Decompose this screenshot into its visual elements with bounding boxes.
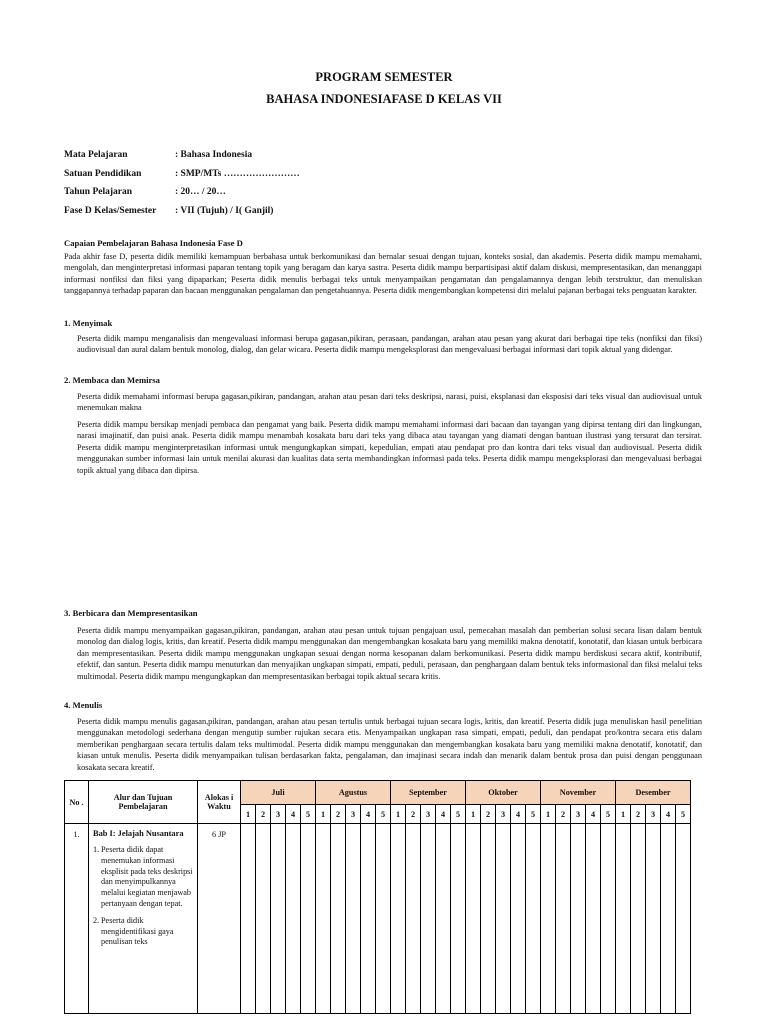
week-header: 4 xyxy=(436,805,451,824)
week-header: 1 xyxy=(241,805,256,824)
week-header: 1 xyxy=(316,805,331,824)
week-header: 3 xyxy=(271,805,286,824)
section-text-membaca-b: Peserta didik mampu bersikap menjadi pembaca dan pengamat yang baik. Peserta didik mampu memahami informasi dari bacaan dan tayangan yang dipirsa tentang diri dan lingkungan, narasi imajinatif, dan puisi anak. Peserta didik mampu menambah kosakata baru dari teks yang dibaca atau tayangan yang diamati dengan bantuan ilustrasi yang tersurat dan tersirat. Peserta didik mampu menginterpretasikan informasi untuk mengungkapkan simpati, kepedulian, empati atau pendapat pro dan kontra dari teks visual dan audiovisual. Peserta didik menggunakan sumber informasi lain untuk menilai akurasi dan kualitas data serta membandingkan informasi pada teks. Peserta didik mampu mengeksplorasi dan mengevaluasi berbagai topik aktual yang dibaca dan dipirsa. xyxy=(77,420,702,475)
meta-value: : VII (Tujuh) / I( Ganjil) xyxy=(175,205,274,216)
meta-value: : SMP/MTs …………………… xyxy=(175,168,300,179)
week-cell xyxy=(541,824,556,1014)
week-cell xyxy=(391,824,406,1014)
week-header: 5 xyxy=(601,805,616,824)
month-header-agustus: Agustus xyxy=(316,781,391,805)
week-header: 5 xyxy=(451,805,466,824)
week-cell xyxy=(631,824,646,1014)
page-title: PROGRAM SEMESTER xyxy=(315,70,453,84)
month-header-september: September xyxy=(391,781,466,805)
week-cell xyxy=(646,824,661,1014)
month-header-juli: Juli xyxy=(241,781,316,805)
week-header: 5 xyxy=(676,805,691,824)
semester-schedule-table xyxy=(64,780,691,1014)
week-cell xyxy=(421,824,436,1014)
week-header: 3 xyxy=(421,805,436,824)
cp-heading: Capaian Pembelajaran Bahasa Indonesia Fase D xyxy=(64,238,243,248)
month-header-desember: Desember xyxy=(616,781,691,805)
week-header: 2 xyxy=(256,805,271,824)
week-cell xyxy=(316,824,331,1014)
section-heading-membaca: 2. Membaca dan Memirsa xyxy=(64,375,160,385)
meta-value: : Bahasa Indonesia xyxy=(175,150,253,160)
week-header: 4 xyxy=(586,805,601,824)
list-item xyxy=(93,916,193,948)
week-header: 2 xyxy=(556,805,571,824)
week-header: 5 xyxy=(526,805,541,824)
page-subtitle: BAHASA INDONESIAFASE D KELAS VII xyxy=(266,92,502,106)
meta-value: : 20… / 20… xyxy=(175,187,226,197)
week-cell xyxy=(481,824,496,1014)
meta-label: Fase D Kelas/Semester xyxy=(64,205,157,216)
week-header: 1 xyxy=(616,805,631,824)
list-item-number: 1. xyxy=(93,845,100,854)
alokasi-cell: 6 JP xyxy=(198,824,241,1014)
week-cell xyxy=(661,824,676,1014)
section-heading-berbicara: 3. Berbicara dan Mempresentasikan xyxy=(64,608,198,618)
week-cell xyxy=(526,824,541,1014)
week-cell xyxy=(556,824,571,1014)
section-heading-menyimak: 1. Menyimak xyxy=(64,318,113,328)
week-cell xyxy=(301,824,316,1014)
col-header-no: No . xyxy=(65,781,89,824)
list-item xyxy=(93,845,193,910)
month-header-november: November xyxy=(541,781,616,805)
col-header-alur: Alur dan Tujuan Pembelajaran xyxy=(89,781,198,824)
alur-cell xyxy=(89,824,198,1014)
meta-label: Mata Pelajaran xyxy=(64,150,128,160)
table-row xyxy=(65,824,691,1014)
week-cell xyxy=(436,824,451,1014)
section-text-membaca-a: Peserta didik memahami informasi berupa gagasan,pikiran, pandangan, arahan atau pesan dari teks deskripsi, narasi, puisi, eksplanasi dan eksposisi dari teks visual dan audiovisual untuk menemukan makna xyxy=(77,392,702,413)
week-cell xyxy=(451,824,466,1014)
week-cell xyxy=(346,824,361,1014)
week-cell xyxy=(511,824,526,1014)
week-cell xyxy=(601,824,616,1014)
month-header-oktober: Oktober xyxy=(466,781,541,805)
week-header: 5 xyxy=(376,805,391,824)
meta-label: Tahun Pelajaran xyxy=(64,187,133,197)
week-header: 3 xyxy=(346,805,361,824)
section-text-menyimak: Peserta didik mampu menganalisis dan mengevaluasi informasi berupa gagasan,pikiran, perasaan, pandangan, arahan atau pesan yang akurat dari berbagai tipe teks (nonfiksi dan fiksi) audiovisual dan aural dalam bentuk monolog, dialog, dan gelar wicara. Peserta didik mampu mengeksplorasi dan mengevaluasi berbagai informasi dari topik aktual yang didengar. xyxy=(77,334,702,355)
section-heading-menulis: 4. Menulis xyxy=(64,700,103,710)
list-item-text: Peserta didik mengidentifikasi gaya penulisan teks xyxy=(101,915,174,947)
week-cell xyxy=(361,824,376,1014)
week-header: 1 xyxy=(391,805,406,824)
week-cell xyxy=(376,824,391,1014)
week-cell xyxy=(271,824,286,1014)
section-text-berbicara: Peserta didik mampu menyampaikan gagasan,pikiran, pandangan, arahan atau pesan untuk tujuan pengajuan usul, pemecahan masalah dan pemberian solusi secara lisan dalam bentuk monolog dan dialog logis, kritis, dan kreatif. Peserta didik mampu menggunakan dan mengembangkan kosakata baru yang memiliki makna denotatif, konotatif, dan kiasan untuk berbicara dan mempresentasikan. Peserta didik mampu menggunakan ungkapan sesuai dengan norma kesopanan dalam berkomunikasi. Peserta didik mampu berdiskusi secara aktif, kontributif, efektif, dan santun. Peserta didik mampu menuturkan dan menyajikan ungkapan simpati, empati, peduli, perasaan, dan penghargaan dalam bentuk teks informasional dan fiksi melalui teks multimodal. Peserta didik mampu mengungkapkan dan mempresentasikan berbagai topik aktual secara kritis. xyxy=(77,626,702,681)
week-header: 1 xyxy=(466,805,481,824)
week-cell xyxy=(406,824,421,1014)
week-header: 4 xyxy=(361,805,376,824)
list-item-number: 2. xyxy=(93,915,100,925)
week-header: 4 xyxy=(511,805,526,824)
week-cell xyxy=(616,824,631,1014)
week-header: 3 xyxy=(496,805,511,824)
week-header: 2 xyxy=(406,805,421,824)
week-header: 4 xyxy=(661,805,676,824)
meta-label: Satuan Pendidikan xyxy=(64,168,142,179)
col-header-alokasi: Alokas i Waktu xyxy=(198,781,241,824)
week-cell xyxy=(586,824,601,1014)
week-cell xyxy=(676,824,691,1014)
week-cell xyxy=(256,824,271,1014)
section-text-menulis: Peserta didik mampu menulis gagasan,pikiran, pandangan, arahan atau pesan tertulis untuk berbagai tujuan secara logis, kritis, dan kreatif. Peserta didik juga menuliskan hasil penelitian menggunakan metodologi sederhana dengan mengutip sumber rujukan secara etis. Menyampaikan ungkapan rasa simpati, empati, peduli, dan pendapat pro/kontra secara etis dalam memberikan penghargaan secara tertulis dalam teks multimodal. Peserta didik mampu menggunakan dan mengembangkan kosakata baru yang memiliki makna denotatif, konotatif, dan kiasan untuk menulis. Peserta didik menyampaikan tulisan berdasarkan fakta, pengalaman, dan imajinasi secara indah dan menarik dalam bentuk prosa dan puisi dengan penggunaan kosakata secara kreatif. xyxy=(77,717,702,772)
week-header: 2 xyxy=(331,805,346,824)
week-cell xyxy=(496,824,511,1014)
week-cell xyxy=(466,824,481,1014)
week-header: 2 xyxy=(481,805,496,824)
week-header: 2 xyxy=(631,805,646,824)
week-header: 4 xyxy=(286,805,301,824)
week-header: 3 xyxy=(571,805,586,824)
week-cell xyxy=(331,824,346,1014)
week-cell xyxy=(571,824,586,1014)
week-header: 1 xyxy=(541,805,556,824)
week-header: 3 xyxy=(646,805,661,824)
bab-title: Bab I: Jelajah Nusantara xyxy=(93,829,184,838)
list-item-text: Peserta didik dapat menemukan informasi eksplisit pada teks deskripsi dan menyimpulkannya melalui kegiatan menjawab pertanyaan dengan tepat. xyxy=(101,845,193,908)
week-cell xyxy=(286,824,301,1014)
cp-intro: Pada akhir fase D, peserta didik memiliki kemampuan berbahasa untuk berkomunikasi dan bernalar sesuai dengan tujuan, konteks sosial, dan akademis. Peserta didik mampu memahami, mengolah, dan menginterpretasi informasi paparan tentang topik yang beragam dan karya sastra. Peserta didik mampu berpartisipasi aktif dalam diskusi, mempresentasikan, dan menanggapi informasi nonfiksi dan fiksi yang dipaparkan; Peserta didik menulis berbagai teks untuk menyampaikan pengamatan dan pengalamannya dengan lebih terstruktur, dan menuliskan tanggapannya terhadap paparan dan bacaan menggunakan pengalaman dan pengetahuannya. Peserta didik mengembangkan kompetensi diri melalui pajanan berbagai teks penguatan karakter. xyxy=(64,252,702,296)
week-header: 5 xyxy=(301,805,316,824)
week-cell xyxy=(241,824,256,1014)
tujuan-list xyxy=(93,845,193,948)
row-number: 1. xyxy=(65,824,89,1014)
